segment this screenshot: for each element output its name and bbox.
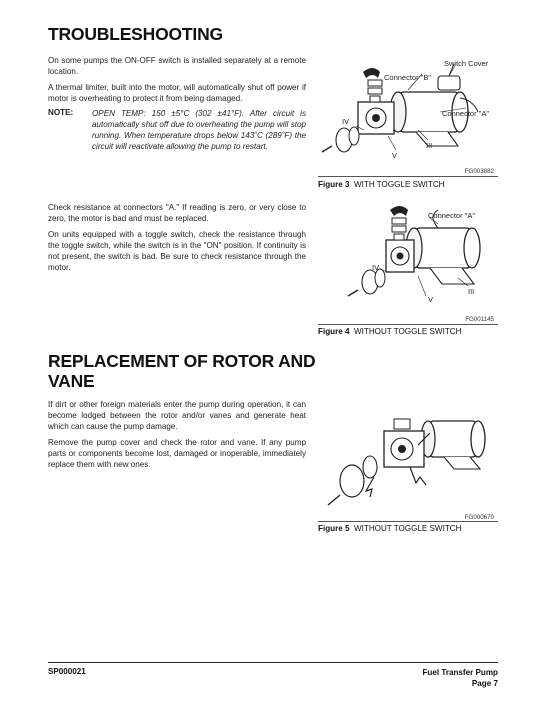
figure-4-illustration xyxy=(318,200,498,320)
figure-5 xyxy=(318,405,498,535)
replacement-paragraph-2: Remove the pump cover and check the rotor and vane. If any pump parts or components become lost, damaged or inoperable, immediately replace them with new ones. xyxy=(48,438,306,469)
figure-4 xyxy=(318,200,498,338)
footer-doc-number: SP000021 xyxy=(48,667,86,676)
replacement-paragraph-1: If dirt or other foreign materials enter the pump during operation, it can become lodged between the rotor and/or vanes and generate heat which can cause the pump damage. xyxy=(48,400,306,431)
label-connector-a: Connector "A" xyxy=(428,211,476,220)
note-text: OPEN TEMP: 150 ±5°C (302 ±41°F). After circuit is automatically shut off due to overheating the pump will stop running. When temperature drops below 143˚C (289˚F) the circuit will reactivate allowing the pump to restart. xyxy=(92,109,306,151)
footer-product: Fuel Transfer Pump xyxy=(422,668,498,677)
label-iii: III xyxy=(468,287,475,296)
figure-id: FG003882 xyxy=(464,168,494,175)
troubleshooting-paragraph-2: A thermal limiter, built into the motor, will automatically shut off power if motor is overheating to protect it from being damaged. xyxy=(48,83,306,103)
figure-number: Figure 3 xyxy=(318,180,350,189)
figure-3 xyxy=(318,50,498,193)
figure-id: FG000670 xyxy=(464,514,494,521)
note-label: NOTE: xyxy=(48,108,74,117)
figure-caption-text: WITH TOGGLE SWITCH xyxy=(353,180,445,189)
troubleshooting-paragraph-4: On units equipped with a toggle switch, check the resistance through the toggle switch, while the switch is in the "ON" position. If continuity is not present, the switch is bad. Be sure to check resistance through the motor. xyxy=(48,230,306,272)
figure-caption-text: WITHOUT TOGGLE SWITCH xyxy=(353,327,462,336)
label-connector-b: Connector "B" xyxy=(384,73,432,82)
figure-caption xyxy=(318,180,445,189)
label-iv: IV xyxy=(372,263,380,272)
figure-3-illustration xyxy=(318,50,498,180)
figure-id: FG001145 xyxy=(465,316,494,323)
footer-divider xyxy=(48,662,498,663)
figure-5-illustration xyxy=(318,405,498,517)
figure-number: Figure 5 xyxy=(318,524,350,533)
label-connector-a: Connector "A" xyxy=(442,109,490,118)
figure-caption xyxy=(318,327,461,336)
troubleshooting-paragraph-3: Check resistance at connectors "A." If reading is zero, or very close to zero, the motor is bad and must be replaced. xyxy=(48,203,306,223)
figure-number: Figure 4 xyxy=(318,327,350,336)
footer-right xyxy=(422,667,498,689)
figure-caption xyxy=(318,524,461,533)
section-title-troubleshooting: TROUBLESHOOTING xyxy=(48,24,223,44)
section-title-replacement-line-2: VANE xyxy=(48,371,95,391)
label-v: V xyxy=(428,295,434,304)
label-switch-cover: Switch Cover xyxy=(444,59,489,68)
label-v: V xyxy=(392,151,398,160)
troubleshooting-paragraph-1: On some pumps the ON-OFF switch is installed separately at a remote location. xyxy=(48,56,306,76)
label-iii: III xyxy=(426,141,433,150)
footer-page-number: Page 7 xyxy=(471,679,498,688)
label-iv: IV xyxy=(342,117,350,126)
section-title-replacement-line-1: REPLACEMENT OF ROTOR AND xyxy=(48,351,316,371)
figure-caption-text: WITHOUT TOGGLE SWITCH xyxy=(353,524,462,533)
